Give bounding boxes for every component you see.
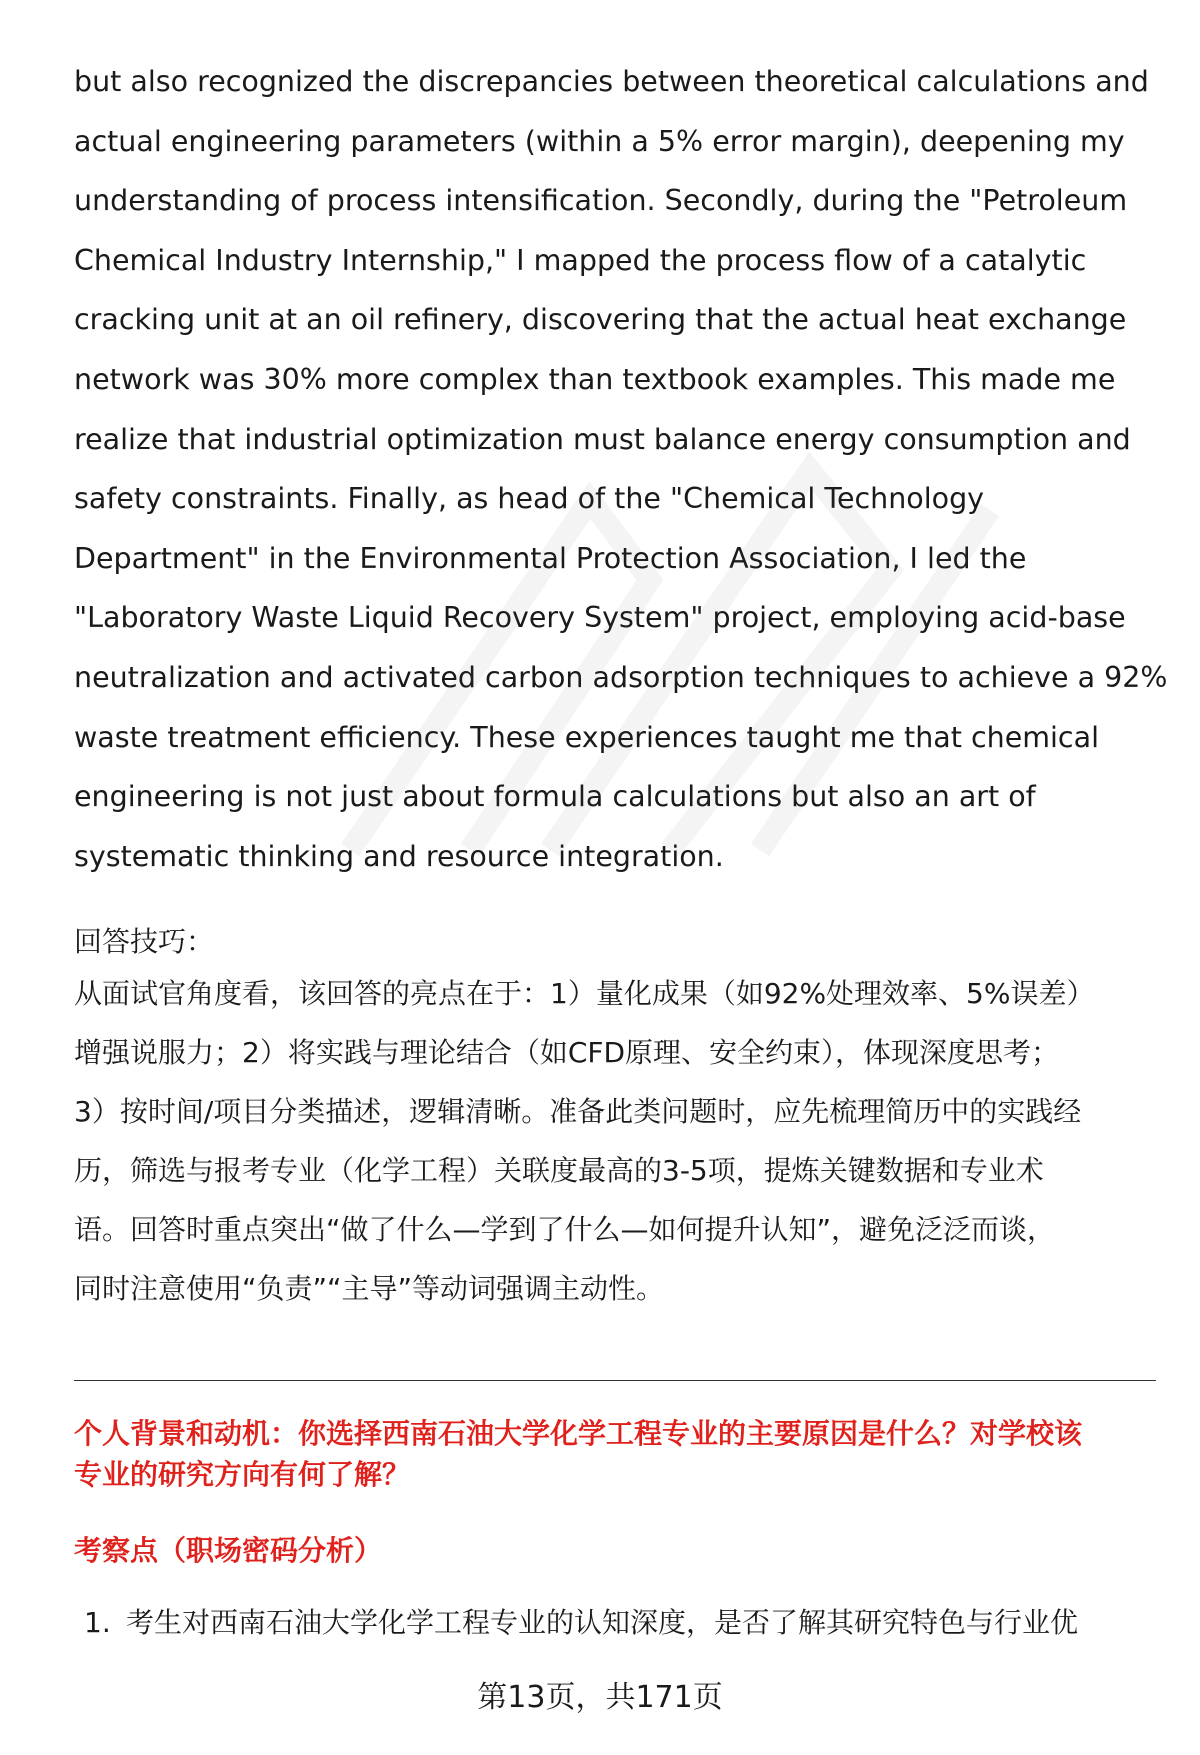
tips-paragraph bbox=[74, 964, 1164, 1318]
tips-line: 语。回答时重点突出“做了什么—学到了什么—如何提升认知”，避免泛泛而谈， bbox=[74, 1213, 1056, 1247]
paragraph-line: Chemical Industry Internship," I mapped the process flow of a catalytic bbox=[74, 243, 1087, 277]
paragraph-line: network was 30% more complex than textbook examples. This made me bbox=[74, 362, 1116, 396]
paragraph-line: actual engineering parameters (within a 5% error margin), deepening my bbox=[74, 124, 1125, 158]
paragraph-line: safety constraints. Finally, as head of the "Chemical Technology bbox=[74, 482, 985, 516]
tips-line: 历，筛选与报考专业（化学工程）关联度最高的3-5项，提炼关键数据和专业术 bbox=[74, 1154, 1044, 1188]
question-heading bbox=[74, 1413, 1164, 1495]
section-title: 考察点（职场密码分析） bbox=[74, 1534, 383, 1567]
question-line: 个人背景和动机：你选择西南石油大学化学工程专业的主要原因是什么？对学校该 bbox=[74, 1417, 1083, 1450]
paragraph-line: but also recognized the discrepancies between theoretical calculations and bbox=[74, 65, 1149, 98]
english-answer-paragraph bbox=[74, 52, 1168, 886]
section-divider bbox=[74, 1380, 1156, 1381]
paragraph-line: "Laboratory Waste Liquid Recovery System" project, employing acid-base bbox=[74, 601, 1126, 635]
question-line: 专业的研究方向有何了解？ bbox=[74, 1458, 411, 1491]
paragraph-line: neutralization and activated carbon adsorption techniques to achieve a 92% bbox=[74, 660, 1168, 694]
paragraph-line: engineering is not just about formula calculations but also an art of bbox=[74, 780, 1036, 814]
list-item-number: 1. bbox=[84, 1606, 111, 1639]
page-number: 第13页，共171页 bbox=[477, 1680, 723, 1715]
paragraph-line: waste treatment efficiency. These experiences taught me that chemical bbox=[74, 720, 1099, 754]
tips-line: 3）按时间/项目分类描述，逻辑清晰。准备此类问题时，应先梳理简历中的实践经 bbox=[74, 1095, 1082, 1129]
document-body bbox=[74, 52, 1168, 1318]
tips-line: 从面试官角度看，该回答的亮点在于：1）量化成果（如92%处理效率、5%误差） bbox=[74, 977, 1095, 1011]
paragraph-line: realize that industrial optimization must balance energy consumption and bbox=[74, 422, 1131, 456]
tips-line: 增强说服力；2）将实践与理论结合（如CFD原理、安全约束），体现深度思考； bbox=[74, 1036, 1060, 1070]
tips-label: 回答技巧： bbox=[74, 925, 215, 959]
paragraph-line: systematic thinking and resource integration. bbox=[74, 839, 724, 873]
list-item bbox=[84, 1603, 1164, 1643]
tips-line: 同时注意使用“负责”“主导”等动词强调主动性。 bbox=[74, 1272, 665, 1306]
paragraph-line: understanding of process intensification. Secondly, during the "Petroleum bbox=[74, 184, 1128, 218]
paragraph-line: Department" in the Environmental Protection Association, I led the bbox=[74, 541, 1027, 575]
paragraph-line: cracking unit at an oil refinery, discovering that the actual heat exchange bbox=[74, 303, 1127, 337]
list-item-text: 考生对西南石油大学化学工程专业的认知深度，是否了解其研究特色与行业优 bbox=[126, 1606, 1079, 1639]
